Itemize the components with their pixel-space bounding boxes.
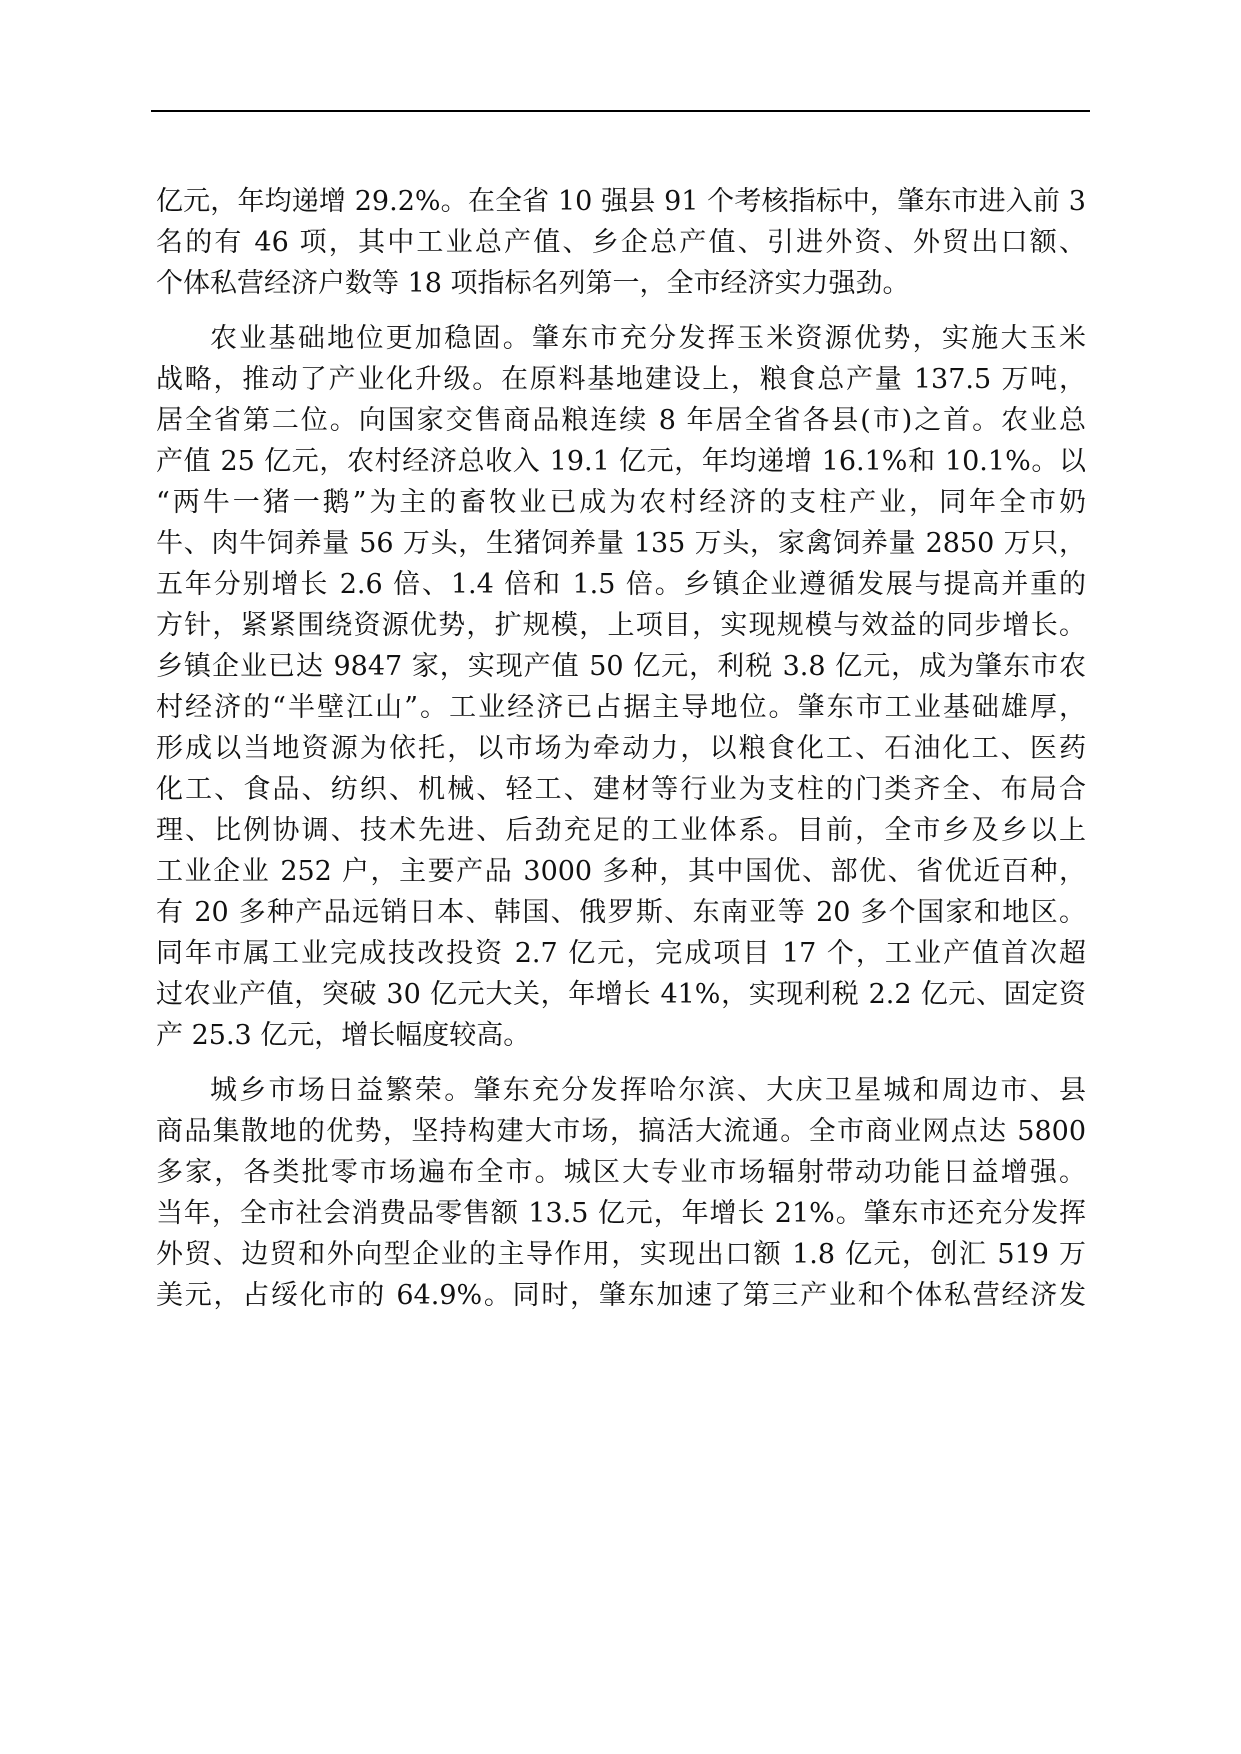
text-line: 农业基础地位更加稳固。肇东市充分发挥玉米资源优势，实施大玉米 <box>210 323 1086 354</box>
body-text <box>156 181 1086 1316</box>
text-line: 有 20 多种产品远销日本、韩国、俄罗斯、东南亚等 20 多个国家和地区。 <box>156 897 1086 928</box>
paragraph <box>156 318 1086 1056</box>
text-line: 乡镇企业已达 9847 家，实现产值 50 亿元，利税 3.8 亿元，成为肇东市农 <box>156 651 1086 682</box>
text-line: 化工、食品、纺织、机械、轻工、建材等行业为支柱的门类齐全、布局合 <box>156 774 1086 805</box>
text-line: 形成以当地资源为依托，以市场为牵动力，以粮食化工、石油化工、医药 <box>156 733 1086 764</box>
paragraph <box>156 181 1086 304</box>
text-line: 过农业产值，突破 30 亿元大关，年增长 41%，实现利税 2.2 亿元、固定资 <box>156 979 1086 1010</box>
text-line: 理、比例协调、技术先进、后劲充足的工业体系。目前，全市乡及乡以上 <box>156 815 1086 846</box>
text-line: 五年分别增长 2.6 倍、1.4 倍和 1.5 倍。乡镇企业遵循发展与提高并重的 <box>156 569 1086 600</box>
text-line: 居全省第二位。向国家交售商品粮连续 8 年居全省各县(市)之首。农业总 <box>156 405 1086 436</box>
text-line: 美元，占绥化市的 64.9%。同时，肇东加速了第三产业和个体私营经济发 <box>156 1280 1086 1311</box>
text-line: 城乡市场日益繁荣。肇东充分发挥哈尔滨、大庆卫星城和周边市、县 <box>210 1075 1086 1106</box>
paragraph-gap <box>156 304 1086 318</box>
text-line: 多家，各类批零市场遍布全市。城区大专业市场辐射带动功能日益增强。 <box>156 1157 1086 1188</box>
header-rule <box>151 110 1090 112</box>
text-line: 当年，全市社会消费品零售额 13.5 亿元，年增长 21%。肇东市还充分发挥 <box>156 1198 1086 1229</box>
paragraph <box>156 1070 1086 1316</box>
text-line: 牛、肉牛饲养量 56 万头，生猪饲养量 135 万头，家禽饲养量 2850 万只， <box>156 528 1086 559</box>
text-line: 产值 25 亿元，农村经济总收入 19.1 亿元，年均递增 16.1%和 10.1%。以 <box>156 446 1086 477</box>
paragraph-gap <box>156 1056 1086 1070</box>
text-line: 工业企业 252 户，主要产品 3000 多种，其中国优、部优、省优近百种， <box>156 856 1086 887</box>
text-line: 名的有 46 项，其中工业总产值、乡企总产值、引进外资、外贸出口额、 <box>156 227 1086 258</box>
text-line: 产 25.3 亿元，增长幅度较高。 <box>156 1020 531 1051</box>
text-line: 战略，推动了产业化升级。在原料基地建设上，粮食总产量 137.5 万吨， <box>156 364 1086 395</box>
text-line: 商品集散地的优势，坚持构建大市场，搞活大流通。全市商业网点达 5800 <box>156 1116 1086 1147</box>
text-line: 同年市属工业完成技改投资 2.7 亿元，完成项目 17 个，工业产值首次超 <box>156 938 1086 969</box>
text-line: 方针，紧紧围绕资源优势，扩规模，上项目，实现规模与效益的同步增长。 <box>156 610 1086 641</box>
text-line: 外贸、边贸和外向型企业的主导作用，实现出口额 1.8 亿元，创汇 519 万 <box>156 1239 1086 1270</box>
text-line: 个体私营经济户数等 18 项指标名列第一，全市经济实力强劲。 <box>156 268 910 299</box>
text-line: 亿元，年均递增 29.2%。在全省 10 强县 91 个考核指标中，肇东市进入前 3 <box>156 186 1086 217</box>
text-line: 村经济的“半壁江山”。工业经济已占据主导地位。肇东市工业基础雄厚， <box>156 692 1086 723</box>
text-line: “两牛一猪一鹅”为主的畜牧业已成为农村经济的支柱产业，同年全市奶 <box>156 487 1086 518</box>
